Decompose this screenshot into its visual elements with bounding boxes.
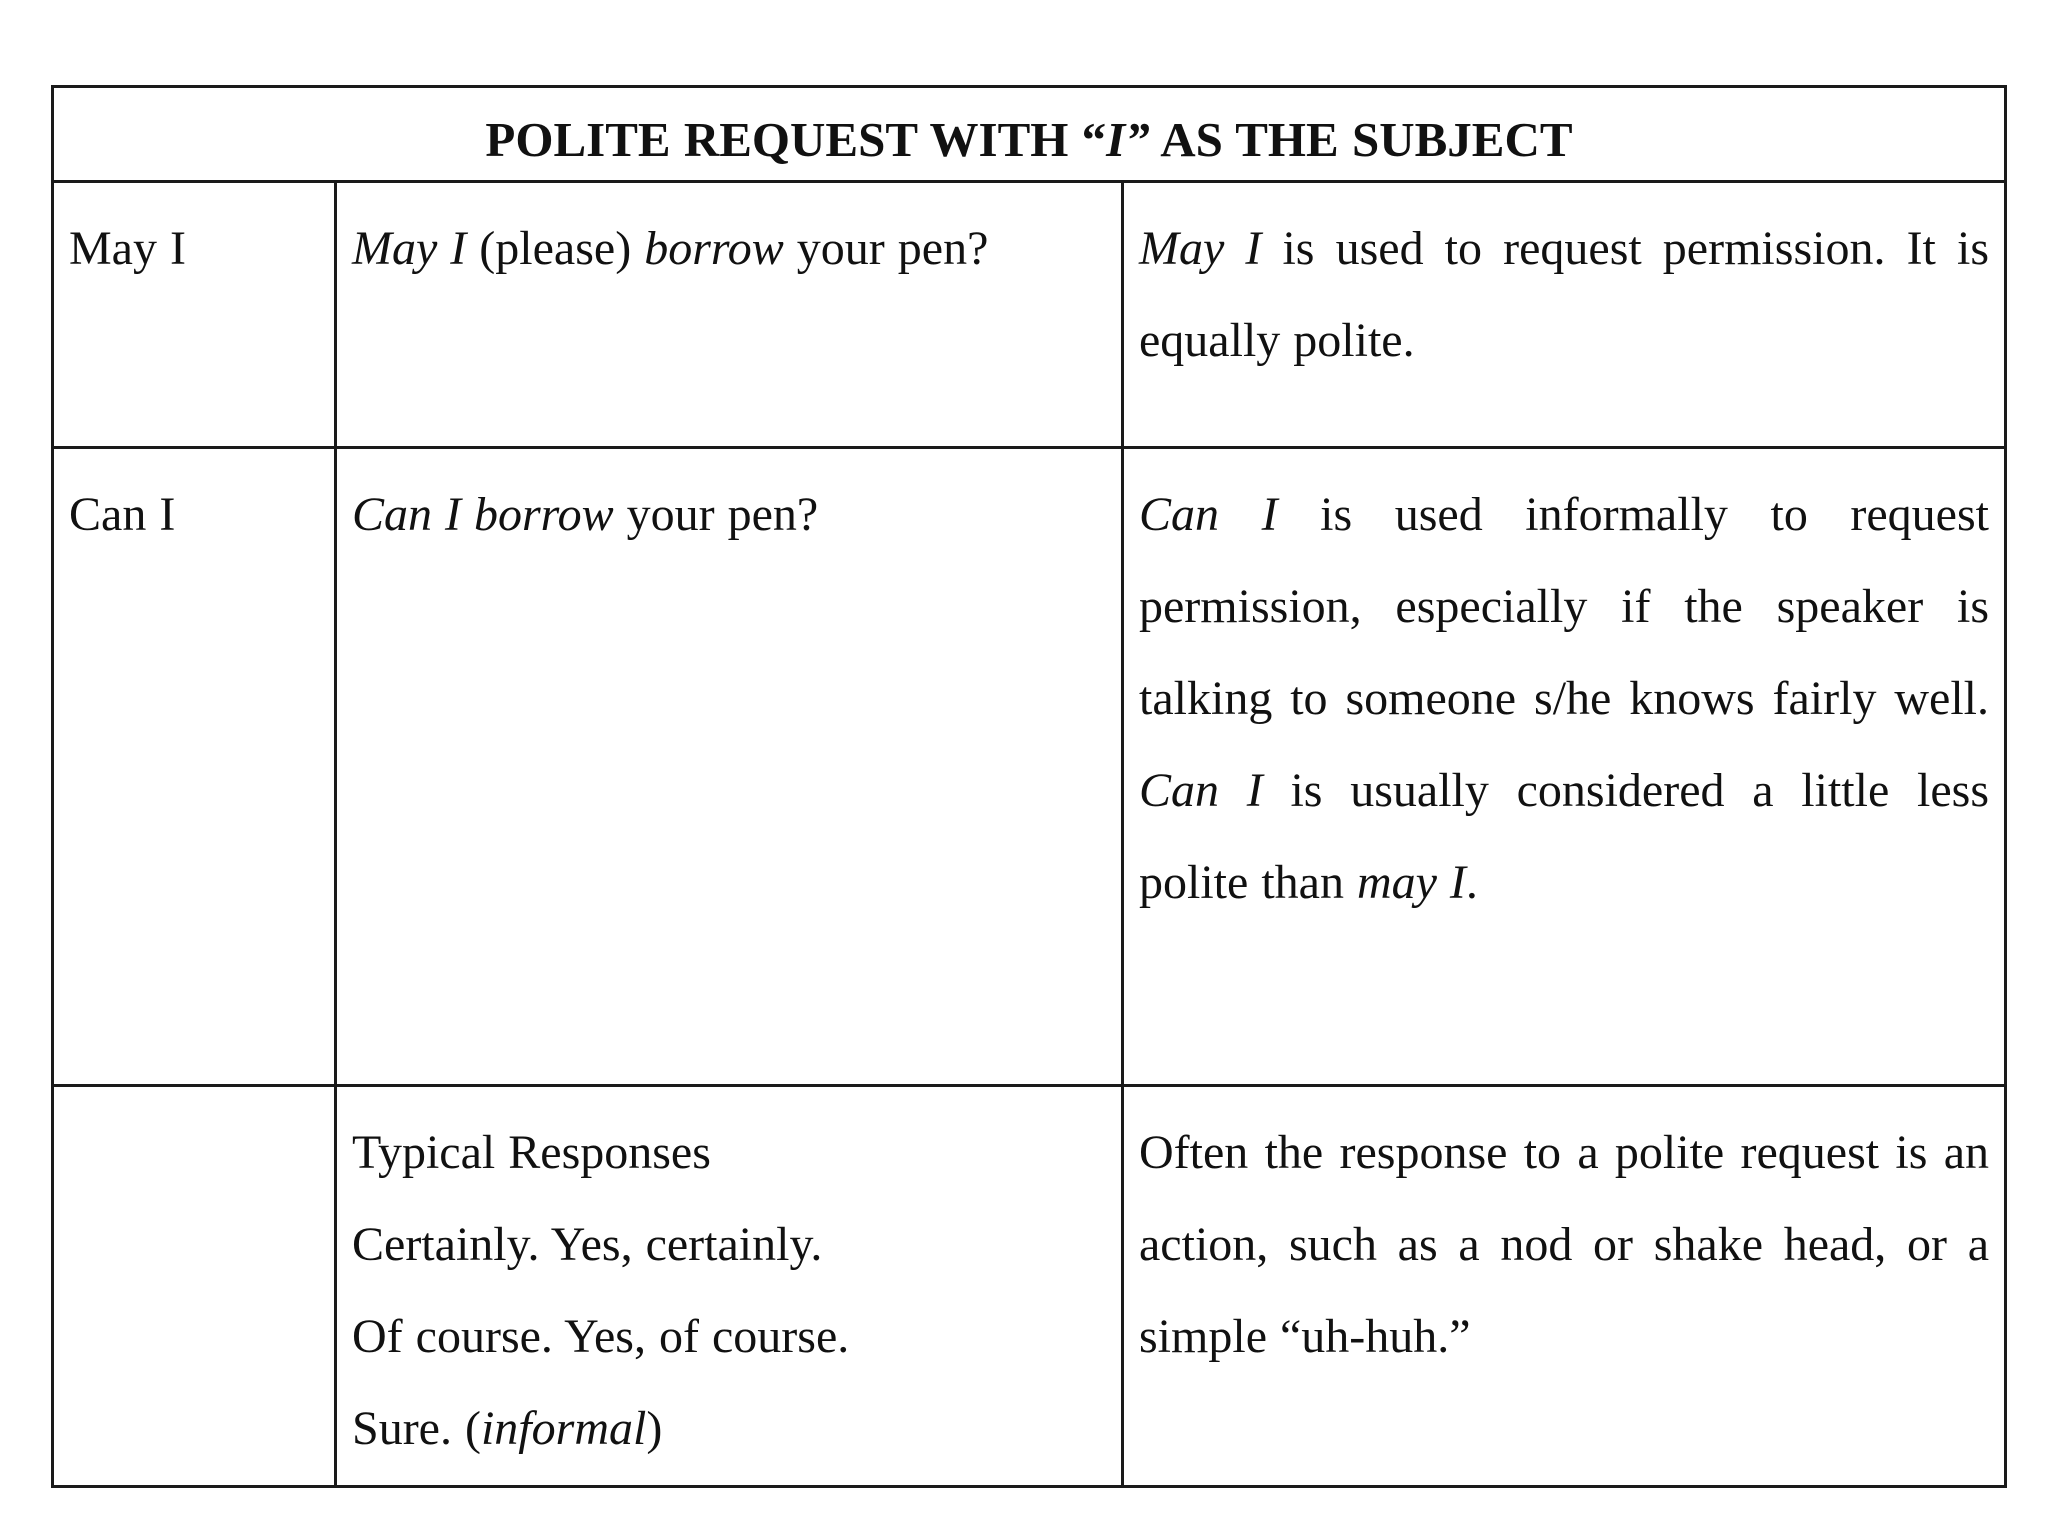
table-row-can-i — [53, 448, 2006, 1086]
row-label-may-i: May I — [53, 182, 336, 448]
response-certainly: Certainly. Yes, certainly. — [352, 1218, 823, 1271]
title-text-post: AS THE SUBJECT — [1149, 112, 1573, 167]
title-text-pre: POLITE REQUEST WITH “ — [485, 112, 1107, 167]
responses-heading: Typical Responses — [352, 1126, 711, 1179]
explanation-responses: Often the response to a polite request is an action, such as a nod or shake head, or a simple “uh-huh.” — [1123, 1086, 2006, 1487]
row-label-can-i: Can I — [53, 448, 336, 1086]
table-row-responses — [53, 1086, 2006, 1487]
explanation-can-i: Can I is used informally to request permission, especially if the speaker is talking to someone s/he knows fairly well. Can I is usually considered a little less polite than may I. — [1123, 448, 2006, 1086]
example-may-i: May I (please) borrow your pen? — [336, 182, 1123, 448]
response-of-course: Of course. Yes, of course. — [352, 1310, 850, 1363]
title-text-italic: I” — [1106, 112, 1150, 167]
response-sure: Sure. (informal) — [352, 1402, 663, 1455]
table-row-may-i — [53, 182, 2006, 448]
table-title — [53, 87, 2006, 182]
typical-responses-list — [336, 1086, 1123, 1487]
example-can-i: Can I borrow your pen? — [336, 448, 1123, 1086]
row-label-responses — [53, 1086, 336, 1487]
polite-request-table — [51, 85, 2007, 1488]
explanation-may-i: May I is used to request permission. It is equally polite. — [1123, 182, 2006, 448]
table-title-row — [53, 87, 2006, 182]
